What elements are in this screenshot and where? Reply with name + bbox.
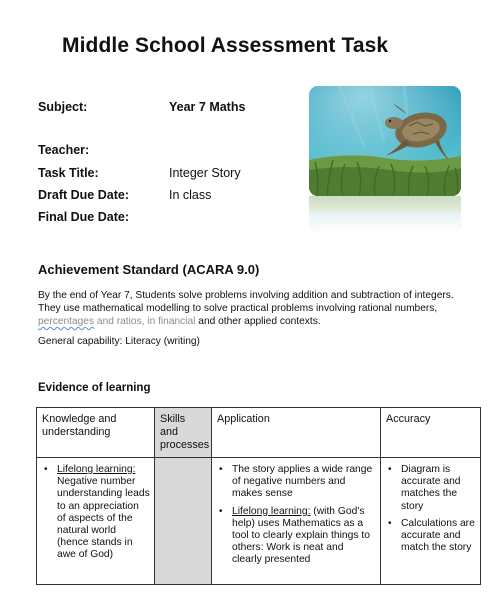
list-item-text: Calculations are accurate and match the story xyxy=(401,517,475,554)
meta-label: Final Due Date: xyxy=(38,210,129,224)
table-row xyxy=(37,458,481,585)
list-item-text: The story applies a wide range of negative numbers and makes sense xyxy=(232,464,373,500)
photo-reflection xyxy=(309,196,461,232)
column-header-accuracy: Accuracy xyxy=(381,408,481,458)
bullet-icon: • xyxy=(44,464,48,475)
sea-turtle-photo xyxy=(309,86,461,196)
achievement-text-faded1: percentages xyxy=(38,316,95,327)
meta-value: Integer Story xyxy=(169,166,241,180)
list-item-emphasis: Lifelong learning: xyxy=(232,505,311,517)
application-cell xyxy=(212,458,381,585)
achievement-text-part2: and other applied contexts. xyxy=(195,316,321,327)
application-list xyxy=(216,464,376,567)
meta-label: Subject: xyxy=(38,100,88,114)
skills-cell xyxy=(155,458,212,585)
achievement-heading: Achievement Standard (ACARA 9.0) xyxy=(38,262,260,277)
column-header-application: Application xyxy=(212,408,381,458)
accuracy-cell xyxy=(381,458,481,585)
list-item-text: Negative number understanding leads to an appreciation of aspects of the natural world (hence stands in awe of God) xyxy=(57,476,150,561)
bullet-icon: • xyxy=(219,464,223,475)
list-item-emphasis: Lifelong learning: xyxy=(57,464,136,475)
meta-value: Year 7 Maths xyxy=(169,100,246,114)
meta-label: Draft Due Date: xyxy=(38,188,129,202)
column-header-skills: Skills and processes xyxy=(155,408,212,458)
meta-value: In class xyxy=(169,188,212,202)
general-capability: General capability: Literacy (writing) xyxy=(38,336,200,347)
list-item xyxy=(41,464,150,562)
achievement-text-faded2: and ratios, in financial xyxy=(94,316,196,327)
knowledge-list xyxy=(41,464,150,562)
list-item xyxy=(385,464,476,513)
evidence-heading: Evidence of learning xyxy=(38,382,151,394)
sea-turtle-illustration xyxy=(309,86,461,196)
list-item-text: (with God's help) uses Mathematics as a tool to clearly explain things to others: Work is neat and clearly presented xyxy=(232,505,370,566)
reflection-fade xyxy=(309,196,461,232)
bullet-icon: • xyxy=(388,517,392,529)
list-item xyxy=(216,464,376,501)
meta-label: Teacher: xyxy=(38,143,90,157)
achievement-text xyxy=(38,289,458,328)
list-item-text: Diagram is accurate and matches the story xyxy=(401,464,461,512)
column-header-knowledge: Knowledge and understanding xyxy=(37,408,155,458)
bullet-icon: • xyxy=(219,505,223,517)
knowledge-cell xyxy=(37,458,155,585)
meta-label: Task Title: xyxy=(38,166,99,180)
list-item xyxy=(216,506,376,567)
bullet-icon: • xyxy=(388,464,392,475)
list-item xyxy=(385,518,476,555)
page-title: Middle School Assessment Task xyxy=(62,34,389,57)
accuracy-list xyxy=(385,464,476,554)
achievement-text-part1: By the end of Year 7, Students solve problems involving addition and subtraction of integers. They use mathematical modelling to solve practical problems involving rational numbers, xyxy=(38,290,454,314)
table-header-row xyxy=(37,408,481,458)
evidence-table xyxy=(36,407,481,585)
